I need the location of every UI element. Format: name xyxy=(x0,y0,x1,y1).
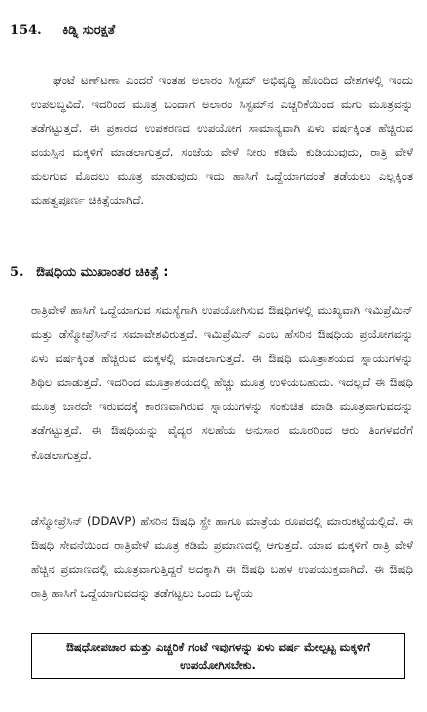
section-title: ಔಷಧಿಯ ಮುಖಾಂತರ ಚಿಕಿತ್ಸೆ : xyxy=(36,265,169,280)
note-box: ಔಷಧೋಪಚಾರ ಮತ್ತು ಎಚ್ಚರಿಕೆ ಗಂಟೆ ಇವುಗಳನ್ನು ಏಳು ವರ್ಷ ಮೇಲ್ಪಟ್ಟ ಮಕ್ಕಳಿಗೆ ಉಪಯೋಗಿಸಬೇಕು. xyxy=(31,633,405,679)
paragraph-imipramine: ರಾತ್ರಿವೇಳೆ ಹಾಸಿಗೆ ಒದ್ದೆಯಾಗುವ ಸಮಸ್ಯೆಗಾಗಿ ಉಪಯೋಗಿಸುವ ಔಷಧಿಗಳಲ್ಲಿ ಮುಖ್ಯವಾಗಿ ಇಮಿಪ್ರೆಮಿನ್ ಮತ್ತು ಡೆಸ್ಮೋಪ್ರೆಸಿನ್‌ನ ಸಮಾವೇಶವಿರುತ್ತದೆ. ಇಮಿಪ್ರೆಮಿನ್ ಎಂಬ ಹೆಸರಿನ ಔಷಧಿಯ ಪ್ರಯೋಗವನ್ನು ಏಳು ವರ್ಷಕ್ಕಿಂತ ಹೆಚ್ಚಿರುವ ಮಕ್ಕಳಲ್ಲಿ ಮಾಡಲಾಗುತ್ತದೆ. ಈ ಔಷಧಿ ಮೂತ್ರಾಶಯದ ಸ್ನಾಯುಗಳನ್ನು ಶಿಥಿಲ ಮಾಡುತ್ತದೆ. ಇದರಿಂದ ಮೂತ್ರಾಶಯದಲ್ಲಿ ಹೆಚ್ಚು ಮೂತ್ರ ಉಳಿಯಬಹುದು. ಇದಲ್ಲದೆ ಈ ಔಷಧಿ ಮೂತ್ರ ಬಾರದೇ ಇರುವದಕ್ಕೆ ಕಾರಣವಾಗಿರುವ ಸ್ನಾಯುಗಳನ್ನು ಸಂಕುಚಿತ ಮಾಡಿ ಮೂತ್ರವಾಗುವದನ್ನು ತಡೆಗಟ್ಟುತ್ತದೆ. ಈ ಔಷಧಿಯನ್ನು ವೈದ್ಯರ ಸಲಹೆಯ ಅನುಸಾರ ಮೂರರಿಂದ ಆರು ತಿಂಗಳವರೆಗೆ ಕೊಡಲಾಗುತ್ತದೆ. xyxy=(31,303,413,462)
page-heading xyxy=(10,22,115,40)
paragraph-desmopressin: ಡೆಸ್ಮೋಪ್ರೆಸಿನ್ (DDAVP) ಹೆಸರಿನ ಔಷಧಿ ಸ್ಪ್ರೇ ಹಾಗೂ ಮಾತ್ರೆಯ ರೂಪದಲ್ಲಿ ಮಾರುಕಟ್ಟೆಯಲ್ಲಿದೆ. ಈ ಔಷಧಿ ಸೇವನೆಯಿಂದ ರಾತ್ರಿವೇಳೆ ಮೂತ್ರ ಕಡಿಮೆ ಪ್ರಮಾಣದಲ್ಲಿ ಆಗುತ್ತದೆ. ಯಾವ ಮಕ್ಕಳಿಗೆ ರಾತ್ರಿ ವೇಳೆ ಹೆಚ್ಚಿನ ಪ್ರಮಾಣದಲ್ಲಿ ಮೂತ್ರವಾಗುತ್ತಿದ್ದರೆ ಅದಕ್ಕಾಗಿ ಈ ಔಷಧಿ ಬಹಳ ಉಪಯುಕ್ತವಾಗಿದೆ. ಈ ಔಷಧಿ ರಾತ್ರಿ ಹಾಸಿಗೆ ಒದ್ದೆಯಾಗುವದನ್ನು ತಡೆಗಟ್ಟಲು ಒಂದು ಒಳ್ಳೆಯ xyxy=(31,514,413,601)
section-heading xyxy=(10,264,168,282)
paragraph-alarm-system: ಘಂಟೆ ಟಣ್‌ಟಣಾ ಎಂದರೆ ಇಂತಹ ಅಲಾರಂ ಸಿಸ್ಟಮ್ ಅಭಿವೃದ್ಧಿ ಹೊಂದಿದ ದೇಶಗಳಲ್ಲಿ ಇಂದು ಉಪಲಬ್ಧವಿದೆ. ಇದರಿಂದ ಮೂತ್ರ ಬಂದಾಗ ಅಲಾರಂ ಸಿಸ್ಟಮ್‌ನ ಎಚ್ಚರಿಕೆಯಿಂದ ಮಗು ಮೂತ್ರವನ್ನು ತಡೆಗಟ್ಟುತ್ತದೆ. ಈ ಪ್ರಕಾರದ ಉಪಕರಣದ ಉಪಯೋಗ ಸಾಮಾನ್ಯವಾಗಿ ಏಳು ವರ್ಷಕ್ಕಿಂತ ಹೆಚ್ಚಿರುವ ವಯಸ್ಸಿನ ಮಕ್ಕಳಿಗೆ ಮಾಡಲಾಗುತ್ತದೆ. ಸಂಜೆಯ ವೇಳೆ ನೀರು ಕಡಿಮೆ ಕುಡಿಯುವುದು, ರಾತ್ರಿ ವೇಳೆ ಮಲಗುವ ಮೊದಲು ಮೂತ್ರ ಮಾಡುವುದು ಇದು ಹಾಸಿಗೆ ಒದ್ದೆಯಾಗದಂತೆ ತಡೆಯಲು ಎಲ್ಲಕ್ಕಿಂತ ಮಹತ್ವಪೂರ್ಣ ಚಿಕಿತ್ಸೆಯಾಗಿದೆ. xyxy=(31,73,413,208)
section-number: 5. xyxy=(10,265,24,280)
page-number: 154. xyxy=(10,23,42,38)
heading-title: ಕಿಡ್ನಿ ಸುರಕ್ಷತೆ xyxy=(62,23,116,38)
